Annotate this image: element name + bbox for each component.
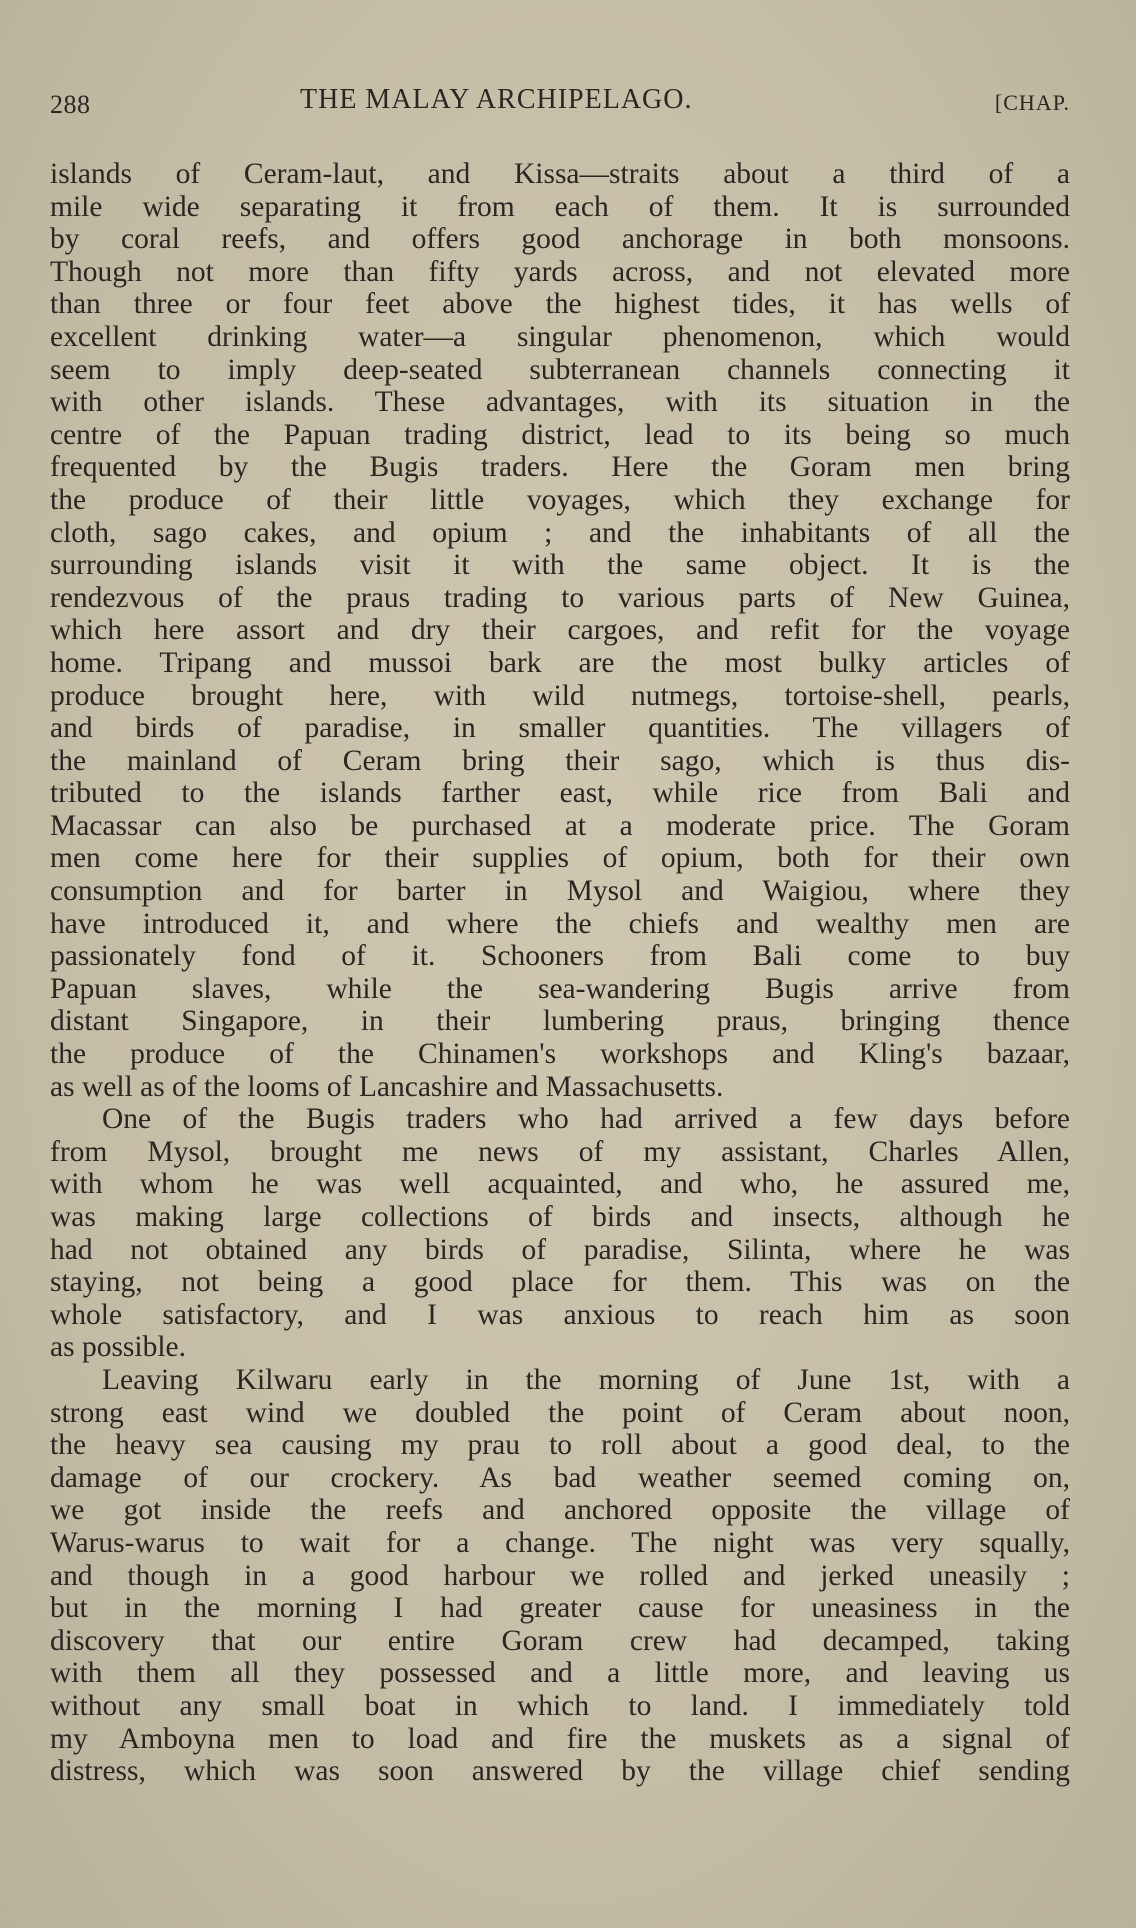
paragraph [50, 1103, 1070, 1364]
text-line: frequented by the Bugis traders. Here the Goram men bring [50, 451, 1070, 484]
text-line: with other islands. These advantages, with its situation in the [50, 386, 1070, 419]
page-number: 288 [50, 90, 91, 119]
text-line: with whom he was well acquainted, and who, he assured me, [50, 1168, 1070, 1201]
chapter-mark: [CHAP. [994, 90, 1070, 115]
text-line: excellent drinking water—a singular phenomenon, which would [50, 320, 1070, 353]
paragraph [50, 1364, 1070, 1788]
text-line: damage of our crockery. As bad weather seemed coming on, [50, 1461, 1070, 1494]
text-line: distress, which was soon answered by the village chief sending [50, 1755, 1070, 1788]
text-line: and though in a good harbour we rolled and jerked uneasily ; [50, 1559, 1070, 1592]
text-line: Warus-warus to wait for a change. The night was very squally, [50, 1526, 1070, 1559]
text-line: from Mysol, brought me news of my assistant, Charles Allen, [50, 1135, 1070, 1168]
text-line: mile wide separating it from each of them. It is surrounded [50, 190, 1070, 223]
text-line: produce brought here, with wild nutmegs, tortoise-shell, pearls, [50, 679, 1070, 712]
text-line: surrounding islands visit it with the same object. It is the [50, 549, 1070, 582]
text-line: strong east wind we doubled the point of Ceram about noon, [50, 1396, 1070, 1429]
text-line: Papuan slaves, while the sea-wandering Bugis arrive from [50, 972, 1070, 1005]
text-line: we got inside the reefs and anchored opposite the village of [50, 1494, 1070, 1527]
text-line: staying, not being a good place for them. This was on the [50, 1266, 1070, 1299]
text-line: distant Singapore, in their lumbering praus, bringing thence [50, 1005, 1070, 1038]
text-line: than three or four feet above the highest tides, it has wells of [50, 288, 1070, 321]
text-line: by coral reefs, and offers good anchorage in both monsoons. [50, 223, 1070, 256]
text-line: the produce of the Chinamen's workshops and Kling's bazaar, [50, 1038, 1070, 1071]
text-line: Macassar can also be purchased at a moderate price. The Goram [50, 809, 1070, 842]
text-line: islands of Ceram-laut, and Kissa—straits about a third of a [50, 158, 1070, 190]
text-line: rendezvous of the praus trading to various parts of New Guinea, [50, 581, 1070, 614]
text-line: and birds of paradise, in smaller quantities. The villagers of [50, 712, 1070, 745]
text-line: seem to imply deep-seated subterranean channels connecting it [50, 353, 1070, 386]
text-line: the produce of their little voyages, which they exchange for [50, 483, 1070, 516]
text-line: men come here for their supplies of opium, both for their own [50, 842, 1070, 875]
text-line: my Amboyna men to load and fire the muskets as a signal of [50, 1722, 1070, 1755]
text-line: as well as of the looms of Lancashire and Massachusetts. [50, 1070, 724, 1103]
text-line: tributed to the islands farther east, while rice from Bali and [50, 777, 1070, 810]
text-line: cloth, sago cakes, and opium ; and the inhabitants of all the [50, 516, 1070, 549]
text-line: One of the Bugis traders who had arrived a few days before [102, 1103, 1070, 1136]
text-line: have introduced it, and where the chiefs and wealthy men are [50, 907, 1070, 940]
text-line: whole satisfactory, and I was anxious to reach him as soon [50, 1298, 1070, 1331]
paragraph [50, 158, 1070, 1103]
text-line: but in the morning I had greater cause for uneasiness in the [50, 1592, 1070, 1625]
text-line: Though not more than fifty yards across, and not elevated more [50, 255, 1070, 288]
text-line: consumption and for barter in Mysol and Waigiou, where they [50, 875, 1070, 908]
text-line: had not obtained any birds of paradise, Silinta, where he was [50, 1233, 1070, 1266]
text-line: was making large collections of birds and insects, although he [50, 1201, 1070, 1233]
text-line: discovery that our entire Goram crew had decamped, taking [50, 1624, 1070, 1657]
running-title: THE MALAY ARCHIPELAGO. [300, 84, 693, 115]
text-line: without any small boat in which to land. I immediately told [50, 1689, 1070, 1722]
running-header [50, 84, 1070, 124]
text-line: which here assort and dry their cargoes, and refit for the voyage [50, 614, 1070, 647]
text-line: with them all they possessed and a little more, and leaving us [50, 1657, 1070, 1690]
text-line: home. Tripang and mussoi bark are the most bulky articles of [50, 646, 1070, 679]
text-line: the mainland of Ceram bring their sago, which is thus dis- [50, 744, 1070, 777]
text-line: as possible. [50, 1331, 187, 1364]
text-line: passionately fond of it. Schooners from Bali come to buy [50, 940, 1070, 973]
body-text [50, 158, 1070, 1788]
text-line: centre of the Papuan trading district, lead to its being so much [50, 418, 1070, 451]
text-line: Leaving Kilwaru early in the morning of June 1st, with a [102, 1363, 1070, 1396]
text-line: the heavy sea causing my prau to roll about a good deal, to the [50, 1429, 1070, 1462]
